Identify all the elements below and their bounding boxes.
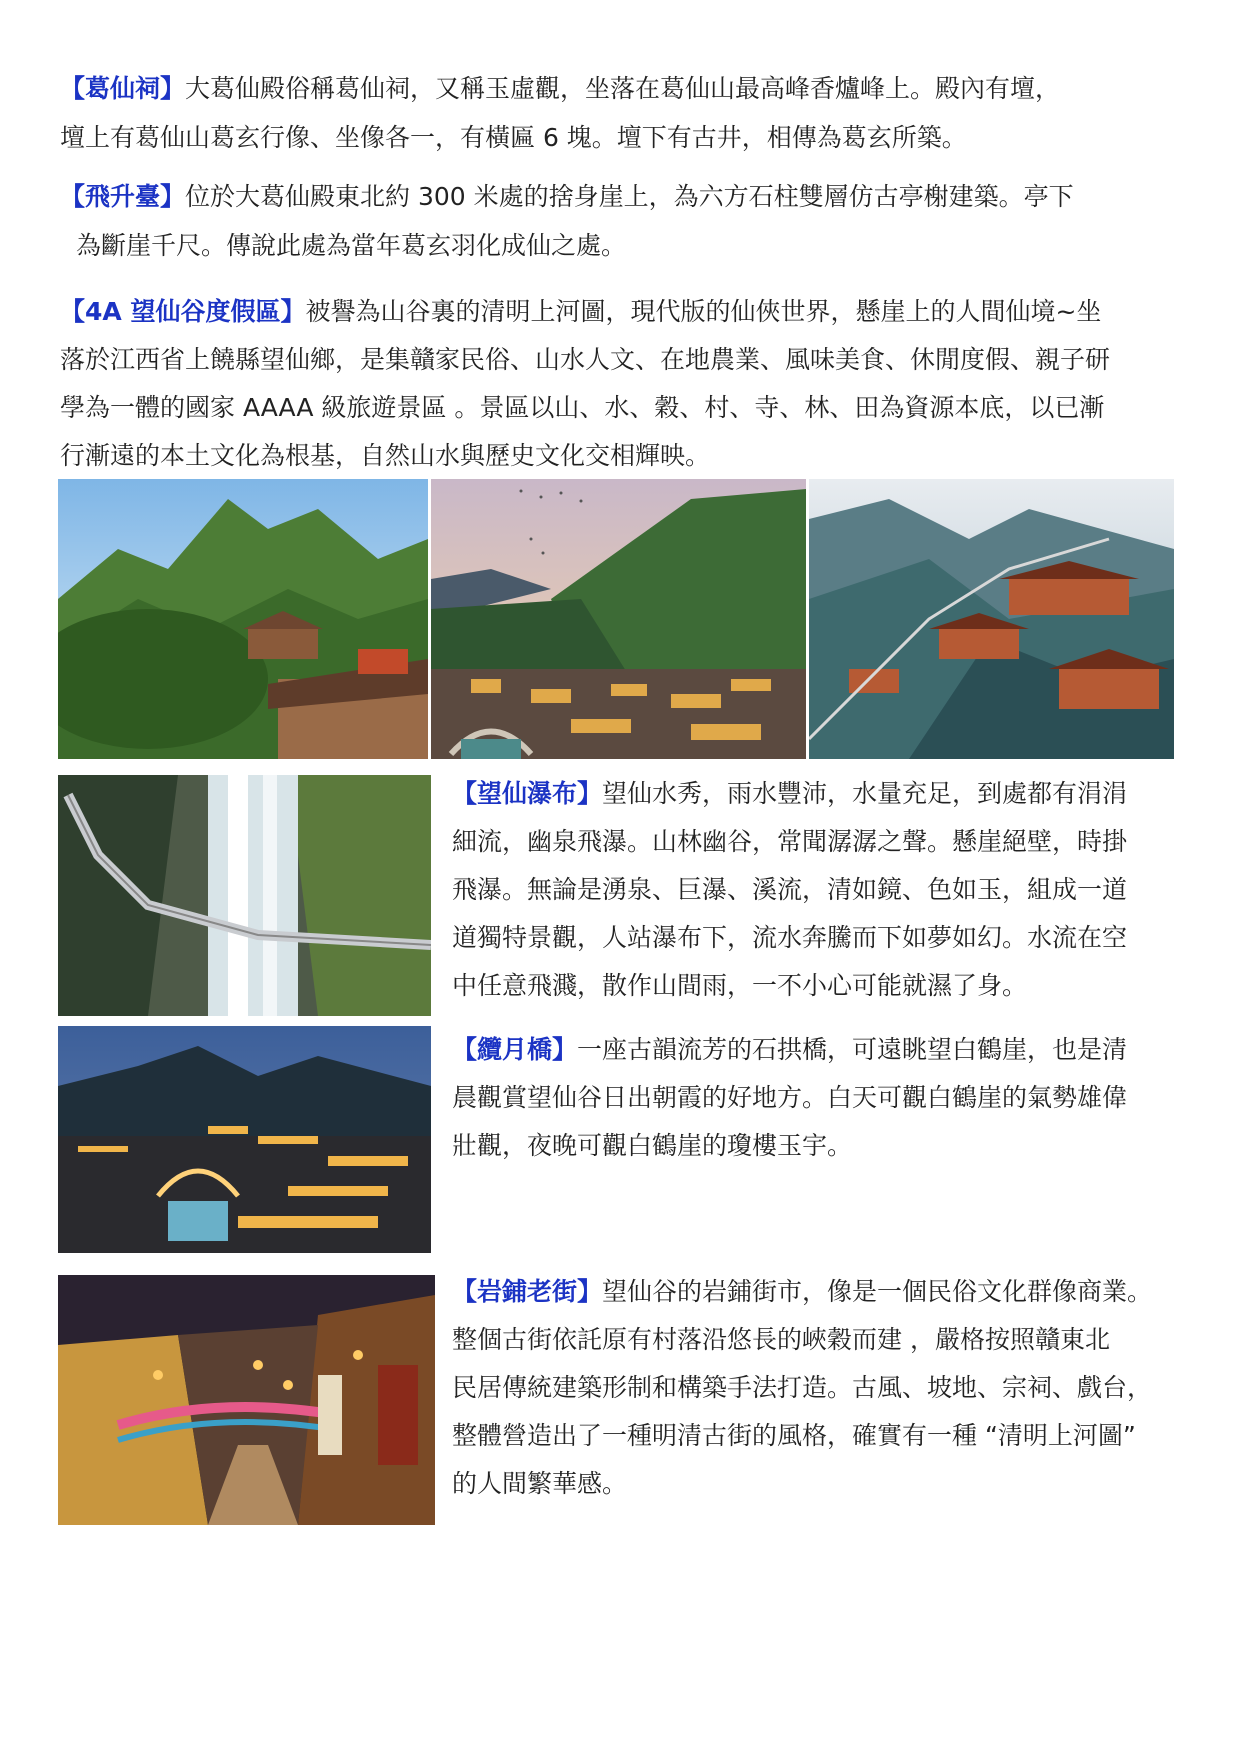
wangxian-valley-paragraph bbox=[60, 288, 1190, 480]
wangxian-valley-line1: 被譽為山谷裏的清明上河圖，現代版的仙俠世界，懸崖上的人間仙境~坐 bbox=[305, 297, 1102, 326]
feisheng-terrace-heading: 【飛升臺】 bbox=[60, 182, 186, 211]
lanyue-bridge-line3: 壯觀，夜晚可觀白鶴崖的瓊樓玉宇。 bbox=[452, 1131, 853, 1160]
feisheng-terrace-line1: 位於大葛仙殿東北約 300 米處的捨身崖上，為六方石柱雙層仿古亭榭建築。亭下 bbox=[185, 182, 1074, 211]
feisheng-terrace-line2: 為斷崖千尺。傳說此處為當年葛玄羽化成仙之處。 bbox=[76, 231, 627, 260]
yanpu-street-line5: 的人間繁華感。 bbox=[452, 1469, 628, 1498]
wangxian-valley-line3: 學為一體的國家 AAAA 級旅遊景區 。景區以山、水、穀、村、寺、林、田為資源本底，以已漸 bbox=[60, 393, 1105, 422]
lanyue-bridge-line2: 晨觀賞望仙谷日出朝霞的好地方。白天可觀白鶴崖的氣勢雄偉 bbox=[452, 1083, 1128, 1112]
night-bridge-photo bbox=[58, 1026, 431, 1253]
waterfall-line3: 飛瀑。無論是湧泉、巨瀑、溪流，清如鏡、色如玉，組成一道 bbox=[452, 875, 1128, 904]
gexian-temple-line1: 大葛仙殿俗稱葛仙祠，又稱玉虛觀，坐落在葛仙山最高峰香爐峰上。殿內有壇， bbox=[185, 74, 1061, 103]
waterfall-photo bbox=[58, 775, 431, 1016]
waterfall-paragraph bbox=[452, 770, 1198, 1010]
old-street-photo bbox=[58, 1275, 435, 1525]
yanpu-street-line1: 望仙谷的岩鋪街市，像是一個民俗文化群像商業。 bbox=[602, 1277, 1153, 1306]
gexian-temple-line2: 壇上有葛仙山葛玄行像、坐像各一，有橫匾 6 塊。壇下有古井，相傳為葛玄所築。 bbox=[60, 123, 967, 152]
waterfall-line4: 道獨特景觀，人站瀑布下，流水奔騰而下如夢如幻。水流在空 bbox=[452, 923, 1128, 952]
wangxian-valley-line2: 落於江西省上饒縣望仙鄉，是集贛家民俗、山水人文、在地農業、風味美食、休閒度假、親子研 bbox=[60, 345, 1111, 374]
wangxian-valley-heading: 【4A 望仙谷度假區】 bbox=[60, 297, 306, 326]
yanpu-street-line3: 民居傳統建築形制和構築手法打造。古風、坡地、宗祠、戲台， bbox=[452, 1373, 1153, 1402]
gexian-temple-heading: 【葛仙祠】 bbox=[60, 74, 186, 103]
waterfall-line1: 望仙水秀，雨水豐沛，水量充足，到處都有涓涓 bbox=[602, 779, 1128, 808]
yanpu-street-heading: 【岩鋪老街】 bbox=[452, 1277, 603, 1306]
waterfall-line5: 中任意飛濺，散作山間雨，一不小心可能就濕了身。 bbox=[452, 971, 1028, 1000]
waterfall-line2: 細流，幽泉飛瀑。山林幽谷，常聞潺潺之聲。懸崖絕壁，時掛 bbox=[452, 827, 1128, 856]
wangxian-valley-line4: 行漸遠的本土文化為根基，自然山水與歷史文化交相輝映。 bbox=[60, 441, 711, 470]
lanyue-bridge-line1: 一座古韻流芳的石拱橋，可遠眺望白鶴崖，也是清 bbox=[577, 1035, 1128, 1064]
gexian-temple-paragraph bbox=[60, 64, 1190, 162]
mountain-temple-photo bbox=[58, 479, 428, 759]
lanyue-bridge-heading: 【纜月橋】 bbox=[452, 1035, 578, 1064]
yanpu-street-line2: 整個古街依託原有村落沿悠長的峽穀而建 ，嚴格按照贛東北 bbox=[452, 1325, 1110, 1354]
feisheng-terrace-paragraph bbox=[60, 172, 1190, 270]
lanyue-bridge-paragraph bbox=[452, 1026, 1198, 1170]
yanpu-street-line4: 整體營造出了一種明清古街的風格，確實有一種 “清明上河圖” bbox=[452, 1421, 1136, 1450]
waterfall-heading: 【望仙瀑布】 bbox=[452, 779, 603, 808]
valley-village-photo bbox=[431, 479, 806, 759]
cliff-buildings-photo bbox=[809, 479, 1174, 759]
yanpu-street-paragraph bbox=[452, 1268, 1198, 1508]
